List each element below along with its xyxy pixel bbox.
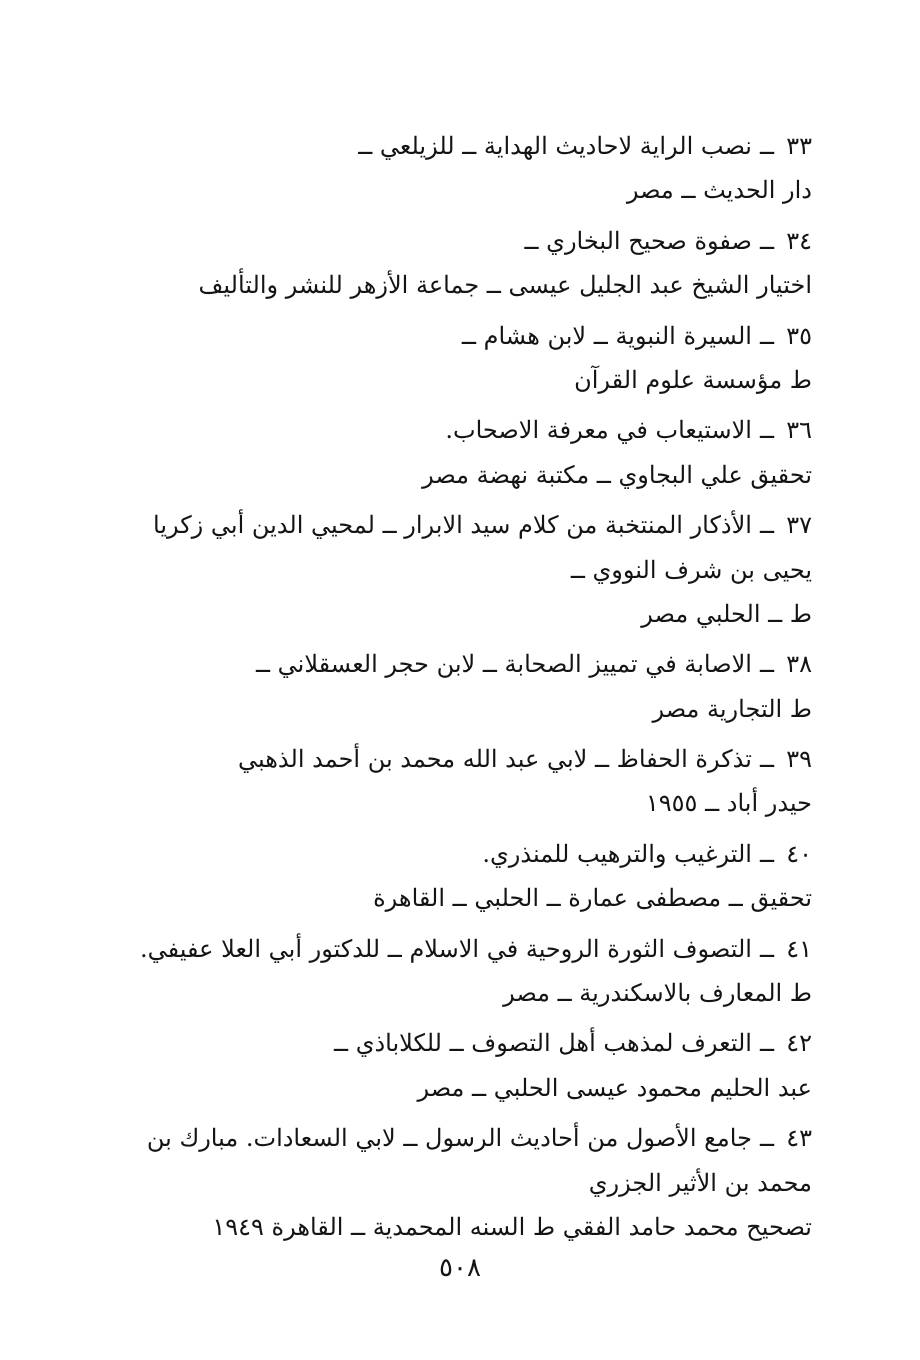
bibliography-entry — [102, 408, 812, 497]
bibliography-entry — [102, 737, 812, 826]
entry-title: الاصابة في تمييز الصحابة ــ لابن حجر العسقلاني ــ — [255, 650, 752, 679]
entry-dash: ــ — [759, 321, 774, 350]
entry-first-line — [102, 503, 812, 547]
entry-continuation: يحيى بن شرف النووي ــ — [570, 555, 812, 584]
entry-number: ٣٣ — [786, 132, 812, 160]
entry-first-line — [102, 642, 812, 686]
bibliography-entry — [102, 124, 812, 213]
entry-dash: ــ — [759, 132, 774, 160]
page-number: ٥٠٨ — [439, 1253, 481, 1283]
entry-dash: ــ — [759, 1124, 774, 1153]
entry-number: ٤٣ — [786, 1124, 812, 1153]
entry-continuation: حيدر أباد ــ ١٩٥٥ — [645, 789, 812, 818]
entry-first-line — [102, 219, 812, 263]
entry-continuation: تحقيق علي البجاوي ــ مكتبة نهضة مصر — [422, 460, 812, 489]
entry-first-line — [102, 1116, 812, 1160]
entry-title: تذكرة الحفاظ ــ لابي عبد الله محمد بن أحمد الذهبي — [238, 745, 752, 774]
entry-first-line — [102, 927, 812, 971]
entry-dash: ــ — [759, 416, 774, 445]
entry-continuation: تصحيح محمد حامد الفقي ط السنه المحمدية ــ القاهرة ١٩٤٩ — [212, 1212, 812, 1241]
entry-title: جامع الأصول من أحاديث الرسول ــ لابي السعادات. مبارك بن — [146, 1124, 752, 1153]
entry-continuation: عبد الحليم محمود عيسى الحلبي ــ مصر — [417, 1073, 812, 1102]
entry-dash: ــ — [759, 1029, 774, 1058]
entry-first-line — [102, 832, 812, 876]
entry-title: السيرة النبوية ــ لابن هشام ــ — [461, 321, 752, 350]
entry-first-line — [102, 408, 812, 452]
entry-number: ٣٩ — [786, 745, 812, 774]
entry-dash: ــ — [759, 745, 774, 774]
entry-continuation: ط المعارف بالاسكندرية ــ مصر — [503, 979, 812, 1008]
entry-title: نصب الراية لاحاديث الهداية ــ للزيلعي ــ — [358, 132, 752, 160]
entry-title: صفوة صحيح البخاري ــ — [524, 226, 752, 255]
entry-number: ٣٤ — [786, 226, 812, 255]
entry-number: ٤٢ — [786, 1029, 812, 1058]
bibliography-entry — [102, 219, 812, 308]
entry-number: ٤١ — [786, 934, 812, 963]
entry-number: ٣٦ — [786, 416, 812, 445]
entry-number: ٤٠ — [786, 839, 812, 868]
bibliography-entry — [102, 1021, 812, 1110]
bibliography-entry — [102, 503, 812, 636]
entry-continuation: محمد بن الأثير الجزري — [588, 1168, 812, 1197]
entry-first-line — [102, 737, 812, 781]
bibliography-entry — [102, 832, 812, 921]
entry-dash: ــ — [759, 511, 774, 540]
entry-dash: ــ — [759, 226, 774, 255]
entry-continuation: تحقيق ــ مصطفى عمارة ــ الحلبي ــ القاهرة — [373, 884, 812, 913]
entry-first-line — [102, 1021, 812, 1065]
bibliography-entry — [102, 927, 812, 1016]
entry-continuation: دار الحديث ــ مصر — [626, 176, 812, 205]
entry-number: ٣٨ — [786, 650, 812, 679]
entry-dash: ــ — [759, 839, 774, 868]
bibliography-list — [102, 124, 812, 1255]
entry-continuation: ط التجارية مصر — [652, 694, 812, 723]
bibliography-entry — [102, 1116, 812, 1249]
entry-dash: ــ — [759, 934, 774, 963]
entry-continuation: ط مؤسسة علوم القرآن — [574, 365, 812, 394]
entry-number: ٣٧ — [786, 511, 812, 540]
entry-title: التعرف لمذهب أهل التصوف ــ للكلاباذي ــ — [334, 1029, 752, 1058]
bibliography-entry — [102, 314, 812, 403]
bibliography-entry — [102, 642, 812, 731]
entry-first-line — [102, 124, 812, 168]
entry-title: الأذكار المنتخبة من كلام سيد الابرار ــ لمحيي الدين أبي زكريا — [153, 511, 752, 540]
entry-first-line — [102, 314, 812, 358]
entry-title: الاستيعاب في معرفة الاصحاب. — [445, 416, 752, 445]
entry-title: الترغيب والترهيب للمنذري. — [482, 839, 752, 868]
entry-title: التصوف الثورة الروحية في الاسلام ــ للدكتور أبي العلا عفيفي. — [140, 934, 752, 963]
entry-number: ٣٥ — [786, 321, 812, 350]
entry-dash: ــ — [759, 650, 774, 679]
entry-continuation: اختيار الشيخ عبد الجليل عيسى ــ جماعة الأزهر للنشر والتأليف — [198, 271, 812, 300]
entry-continuation: ط ــ الحلبي مصر — [641, 599, 812, 628]
